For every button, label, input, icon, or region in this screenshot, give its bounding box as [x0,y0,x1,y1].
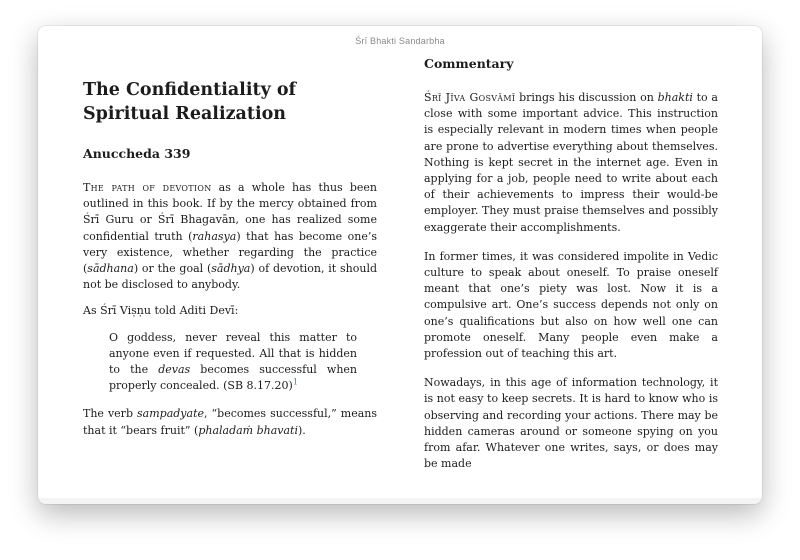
commentary-paragraph-3: Nowadays, in this age of information technology, it is not easy to keep secrets. It is hard to know who is observing and recording your actions. There may be hidden cameras around or someone spying on you from afar. Whatever one writes, says, or does may be made [424,376,718,471]
paragraph-3 [83,406,377,438]
text-run: The verb [83,407,138,421]
commentary-paragraph-2: In former times, it was considered impolite in Vedic culture to speak about oneself. To praise oneself meant that one’s piety was lost. Now it is a compulsive art. One’s success depends not only on one’s qualifications but also on how well one can promote oneself. Many people even make a profession out of teaching this art. [424,249,718,361]
text-run: , “becomes successful,” means that it “bears fruit” ( [83,407,377,437]
bottom-bar [38,498,762,504]
section-heading: Anuccheda 339 [83,146,191,161]
reader-window [38,26,762,504]
text-run: ) or the goal ( [133,262,212,276]
italic-term: phaladaṁ bhavati [198,423,298,437]
commentary-heading: Commentary [424,56,514,71]
paragraph-1 [83,180,377,293]
text-run: ) of devotion, it should not be disclosed to anybody. [83,262,377,292]
text-run: becomes successful when properly concealed. (SB 8.17.20) [109,363,357,393]
chapter-title: The Confidentiality of Spiritual Realization [83,80,297,124]
right-page [424,56,718,472]
italic-term: bhakti [657,91,693,104]
text-run: brings his discussion on [515,91,658,104]
footnote-link[interactable]: 1 [292,377,298,387]
window-title: Śrī Bhakti Sandarbha [355,36,445,46]
italic-term: sādhana [87,262,134,276]
text-run: ). [298,423,306,437]
italic-term: sādhya [211,262,251,276]
block-quote [109,330,357,395]
text-run: ) that has become one’s very existence, whether regarding the practice ( [83,229,377,276]
paragraph-2: As Śrī Viṣṇu told Aditi Devī: [83,304,239,318]
text-run: O goddess, never reveal this matter to anyone even if requested. All that is hidden to the [109,330,357,377]
commentary-paragraph-1 [424,90,718,236]
italic-term: sampadyate [137,407,204,421]
left-page [83,56,377,439]
italic-term: devas [158,363,191,377]
text-run: to a close with some important advice. This instruction is especially relevant in modern times when people are prone to advertise everything about themselves. Nothing is kept secret in the internet age. Even in applying for a job, people need to write about each of their achievements to impress their would-be employer. They must praise themselves and possibly exaggerate their accomplishments. [424,91,718,234]
lead-smallcaps: Śrī Jīva Gosvāmī [424,91,516,104]
italic-term: rahasya [192,229,237,243]
lead-smallcaps: The path of devotion [83,181,212,194]
text-run: as a whole has thus been outlined in this book. If by the mercy obtained from Śrī Guru or Śrī Bhagavān, one has realized some confidential truth ( [83,181,377,243]
